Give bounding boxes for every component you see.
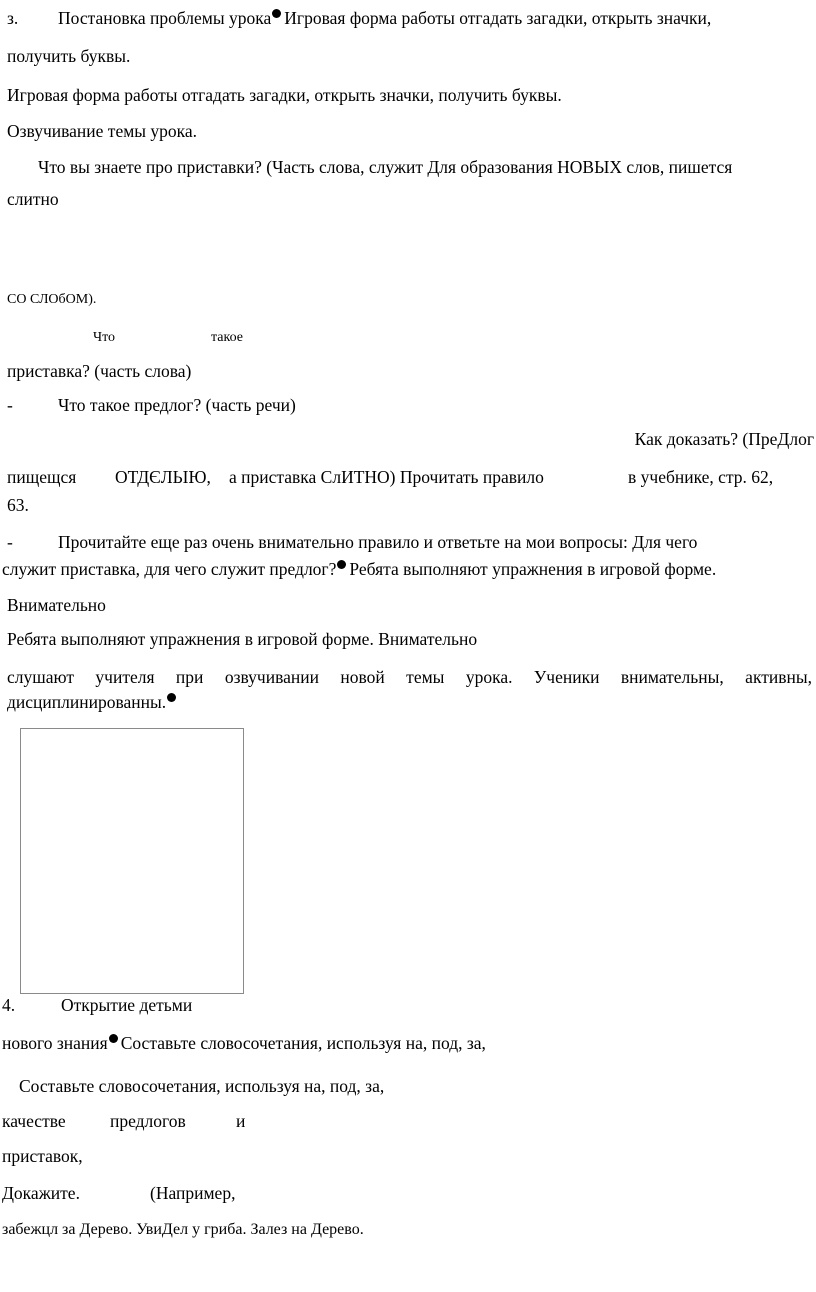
prove-word: Докажите. (2, 1183, 80, 1203)
preposition-question: Что такое предлог? (часть речи) (58, 395, 296, 415)
prefixes-word: приставок, (2, 1146, 83, 1166)
section-number: з. (7, 8, 19, 28)
prove-question: Как доказать? (ПреДлог (634, 429, 814, 449)
separately-word: ОТДЄЛЬІЮ, (115, 467, 211, 487)
bullet-icon (109, 1034, 118, 1043)
section-heading-line2 (2, 1032, 486, 1054)
read-again-line: Прочитайте еще раз очень внимательно правило и ответьте на мои вопросы: Для чего (58, 532, 698, 552)
serves-line (2, 558, 716, 580)
prepositions-word: предлогов (110, 1111, 186, 1131)
kids-line: Ребята выполняют упражнения в игровой форме. Внимательно (7, 629, 478, 649)
quality-word: качестве (2, 1111, 66, 1131)
prefix-question: приставка? (часть слова) (7, 361, 192, 381)
and-word: и (236, 1111, 246, 1131)
repeat-line: Игровая форма работы отгадать загадки, открыть значки, получить буквы. (7, 85, 562, 105)
rule-line: а приставка СлИТНО) Прочитать правило (229, 467, 544, 487)
question-line: Что вы знаете про приставки? (Часть слова, служит Для образования НОВЫХ слов, пишется (38, 157, 733, 177)
exercise-note: Ребята выполняют упражнения в игровой форме. (349, 559, 717, 579)
disciplined-word: дисциплинированны. (7, 692, 167, 712)
theme-line: Озвучивание темы урока. (7, 121, 198, 141)
section-heading: Открытие детьми (61, 995, 193, 1015)
dash-marker: - (7, 532, 13, 552)
listen-line: слушают учителя при озвучивании новой темы урока. Ученики внимательны, активны, (7, 667, 812, 687)
textbook-ref: в учебнике, стр. 62, (628, 467, 774, 487)
page-ref: 63. (7, 495, 29, 515)
bullet-icon (337, 560, 346, 569)
section-heading-continuation: Игровая форма работы отгадать загадки, открыть значки, (284, 8, 712, 28)
bullet-icon (272, 9, 281, 18)
written-word: пищещся (7, 467, 77, 487)
dash-marker: - (7, 395, 13, 415)
examples-line: забежцл за Дерево. УвиДел у гриба. Залез на Дерево. (2, 1221, 364, 1238)
section-heading-line2: получить буквы. (7, 46, 131, 66)
small-line: СО СЛОбОМ). (7, 292, 97, 307)
compose-task: Составьте словосочетания, используя на, под, за, (120, 1033, 486, 1053)
section-number: 4. (2, 995, 16, 1015)
attentive-word: Внимательно (7, 595, 106, 615)
such-word: такое (211, 330, 243, 345)
image-placeholder (20, 728, 244, 994)
disciplined-line (7, 691, 179, 713)
new-knowledge: нового знания (2, 1033, 108, 1053)
section-heading: Постановка проблемы урока (58, 8, 272, 28)
bullet-icon (167, 693, 176, 702)
section-heading-line (58, 7, 711, 29)
serves-question: служит приставка, для чего служит предлог? (2, 559, 337, 579)
question-line-cont: слитно (7, 189, 59, 209)
compose-task-repeat: Составьте словосочетания, используя на, под, за, (19, 1076, 385, 1096)
what-word: Что (93, 330, 116, 345)
example-word: (Например, (150, 1183, 236, 1203)
